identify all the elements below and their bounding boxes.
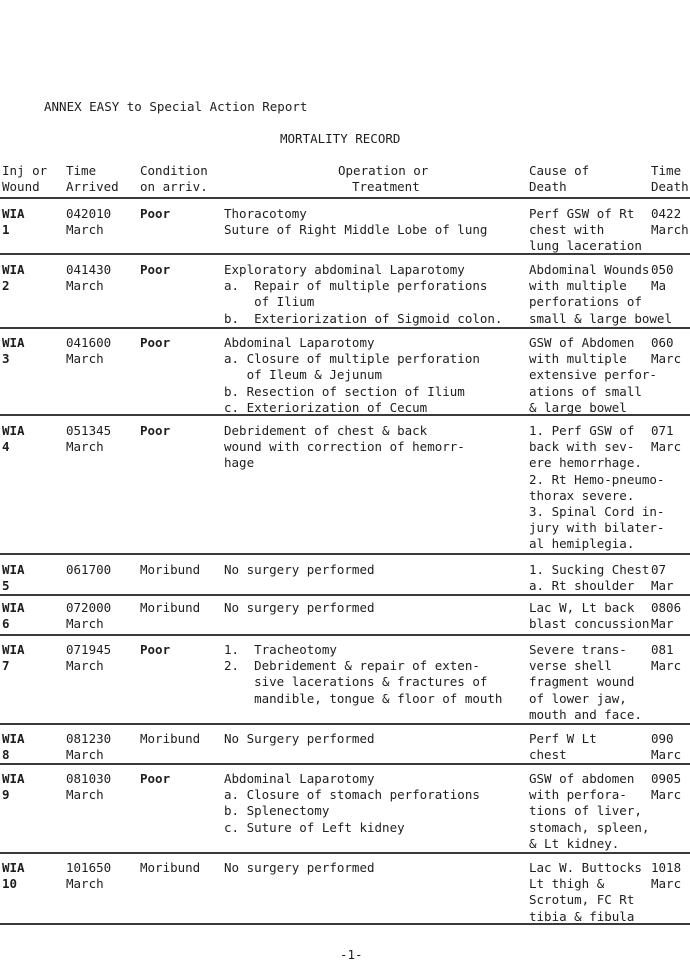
row-inj-wound: WIA xyxy=(2,771,25,786)
header-inj-wound: Inj or xyxy=(2,163,48,178)
row-cause-of-death: lung laceration xyxy=(529,238,642,254)
row-operation: b. Exteriorization of Sigmoid colon. xyxy=(224,310,503,326)
row-operation: a. Closure of stomach perforations xyxy=(224,787,480,803)
row-cause-of-death: 3. Spinal Cord in- xyxy=(529,504,665,519)
row-cause-of-death: of lower jaw, xyxy=(529,690,627,706)
row-operation: Suture of Right Middle Lobe of lung xyxy=(224,222,488,238)
row-condition: Moribund xyxy=(140,860,201,875)
document-title: ANNEX EASY to Special Action Report xyxy=(44,99,308,114)
row-inj-wound: WIA xyxy=(2,562,25,577)
row-time-death: Marc xyxy=(651,439,682,455)
row-operation: Thoracotomy xyxy=(224,206,307,221)
row-divider xyxy=(0,197,690,199)
row-cause-of-death: GSW of abdomen xyxy=(529,771,635,786)
row-divider xyxy=(0,923,690,925)
row-time-death: 07 xyxy=(651,562,667,577)
row-cause-of-death: chest xyxy=(529,747,567,763)
row-inj-wound: WIA xyxy=(2,423,25,438)
row-inj-wound: 7 xyxy=(2,658,10,674)
row-inj-wound: 2 xyxy=(2,278,10,294)
header-cause-of-death: Cause of xyxy=(529,163,590,178)
row-operation: of Ileum & Jejunum xyxy=(224,367,383,383)
row-time-death: 0905 xyxy=(651,771,682,786)
header-time-arrived: Time xyxy=(66,163,97,178)
row-operation: hage xyxy=(224,455,255,471)
row-inj-wound: 4 xyxy=(2,439,10,455)
header-time-death: Time xyxy=(651,163,682,178)
row-condition: Poor xyxy=(140,642,171,657)
row-inj-wound: 5 xyxy=(2,578,10,594)
row-cause-of-death: perforations of xyxy=(529,294,642,310)
row-operation: Abdominal Laparotomy xyxy=(224,335,375,350)
row-divider xyxy=(0,634,690,636)
row-operation: Abdominal Laparotomy xyxy=(224,771,375,786)
row-divider xyxy=(0,723,690,725)
row-time-death: March xyxy=(651,222,689,238)
row-time-arrived: 041600 xyxy=(66,335,112,350)
row-operation: b. Splenectomy xyxy=(224,803,330,819)
row-time-arrived: March xyxy=(66,351,104,367)
row-time-arrived: March xyxy=(66,278,104,294)
row-condition: Moribund xyxy=(140,562,201,577)
row-inj-wound: 9 xyxy=(2,787,10,803)
row-time-death: Marc xyxy=(651,787,682,803)
row-operation: c. Suture of Left kidney xyxy=(224,819,405,835)
row-cause-of-death: back with sev- xyxy=(529,439,635,455)
row-cause-of-death: GSW of Abdomen xyxy=(529,335,635,350)
row-operation: 2. Debridement & repair of exten- xyxy=(224,658,480,674)
row-cause-of-death: with multiple xyxy=(529,278,627,294)
row-time-death: Marc xyxy=(651,351,682,367)
row-time-death: Marc xyxy=(651,876,682,892)
row-cause-of-death: al hemiplegia. xyxy=(529,536,635,552)
row-time-arrived: 061700 xyxy=(66,562,112,577)
row-divider xyxy=(0,852,690,854)
row-time-death: 071 xyxy=(651,423,674,438)
row-condition: Moribund xyxy=(140,600,201,615)
row-time-arrived: 101650 xyxy=(66,860,112,875)
row-time-arrived: 081030 xyxy=(66,771,112,786)
row-operation: No surgery performed xyxy=(224,600,375,615)
header-time-arrived: Arrived xyxy=(66,179,119,195)
row-inj-wound: WIA xyxy=(2,600,25,615)
row-condition: Moribund xyxy=(140,731,201,746)
row-divider xyxy=(0,594,690,596)
row-cause-of-death: 2. Rt Hemo-pneumo- xyxy=(529,471,665,487)
row-divider xyxy=(0,253,690,255)
row-cause-of-death: & Lt kidney. xyxy=(529,835,620,851)
row-time-arrived: 051345 xyxy=(66,423,112,438)
row-operation: Exploratory abdominal Laparotomy xyxy=(224,262,465,277)
header-inj-wound: Wound xyxy=(2,179,40,195)
row-cause-of-death: fragment wound xyxy=(529,674,635,690)
row-time-death: Ma xyxy=(651,278,667,294)
row-time-death: Marc xyxy=(651,658,682,674)
row-cause-of-death: Lt thigh & xyxy=(529,876,605,892)
header-time-death: Death xyxy=(651,179,689,195)
row-time-arrived: 081230 xyxy=(66,731,112,746)
row-divider xyxy=(0,553,690,555)
row-operation: No Surgery performed xyxy=(224,731,375,746)
row-inj-wound: WIA xyxy=(2,731,25,746)
row-divider xyxy=(0,414,690,416)
row-time-arrived: March xyxy=(66,747,104,763)
row-operation: sive lacerations & fractures of xyxy=(224,674,488,690)
row-time-death: 050 xyxy=(651,262,674,277)
row-operation: 1. Tracheotomy xyxy=(224,642,337,657)
row-cause-of-death: small & large bowel xyxy=(529,310,672,326)
row-time-death: Marc xyxy=(651,747,682,763)
row-operation: b. Resection of section of Ilium xyxy=(224,383,465,399)
row-cause-of-death: Perf GSW of Rt xyxy=(529,206,635,221)
row-operation: a. Repair of multiple perforations xyxy=(224,278,488,294)
row-cause-of-death: tibia & fibula xyxy=(529,908,635,924)
row-cause-of-death: chest with xyxy=(529,222,605,238)
row-operation: No surgery performed xyxy=(224,562,375,577)
document-subtitle: MORTALITY RECORD xyxy=(280,131,401,146)
row-divider xyxy=(0,763,690,765)
row-inj-wound: WIA xyxy=(2,206,25,221)
header-condition: Condition xyxy=(140,163,208,178)
row-time-death: Mar xyxy=(651,616,674,632)
row-cause-of-death: Abdominal Wounds xyxy=(529,262,650,277)
row-condition: Poor xyxy=(140,423,171,438)
row-cause-of-death: stomach, spleen, xyxy=(529,819,650,835)
row-inj-wound: WIA xyxy=(2,335,25,350)
row-time-arrived: March xyxy=(66,658,104,674)
row-condition: Poor xyxy=(140,262,171,277)
row-inj-wound: WIA xyxy=(2,642,25,657)
row-inj-wound: WIA xyxy=(2,262,25,277)
row-operation: wound with correction of hemorr- xyxy=(224,439,465,455)
page-number: -1- xyxy=(340,947,363,962)
row-condition: Poor xyxy=(140,206,171,221)
row-operation: c. Exteriorization of Cecum xyxy=(224,399,428,415)
row-time-death: Mar xyxy=(651,578,674,594)
row-time-death: 0422 xyxy=(651,206,682,221)
row-time-death: 090 xyxy=(651,731,674,746)
row-time-death: 081 xyxy=(651,642,674,657)
row-cause-of-death: 1. Sucking Chest xyxy=(529,562,650,577)
header-treatment: Treatment xyxy=(352,179,420,195)
row-inj-wound: 10 xyxy=(2,876,18,892)
row-operation: Debridement of chest & back xyxy=(224,423,428,438)
row-time-arrived: March xyxy=(66,439,104,455)
row-operation: a. Closure of multiple perforation xyxy=(224,351,480,367)
row-cause-of-death: Scrotum, FC Rt xyxy=(529,892,635,908)
row-cause-of-death: jury with bilater- xyxy=(529,520,665,536)
row-operation: mandible, tongue & floor of mouth xyxy=(224,690,503,706)
header-operation: Operation or xyxy=(338,163,429,178)
row-inj-wound: 3 xyxy=(2,351,10,367)
row-time-arrived: March xyxy=(66,222,104,238)
row-time-arrived: 041430 xyxy=(66,262,112,277)
row-divider xyxy=(0,327,690,329)
row-inj-wound: 8 xyxy=(2,747,10,763)
row-condition: Poor xyxy=(140,771,171,786)
row-cause-of-death: Perf W Lt xyxy=(529,731,597,746)
row-time-arrived: March xyxy=(66,616,104,632)
row-cause-of-death: Severe trans- xyxy=(529,642,627,657)
header-cause-of-death: Death xyxy=(529,179,567,195)
row-time-arrived: 072000 xyxy=(66,600,112,615)
row-cause-of-death: tions of liver, xyxy=(529,803,642,819)
row-cause-of-death: verse shell xyxy=(529,658,612,674)
row-cause-of-death: mouth and face. xyxy=(529,706,642,722)
row-cause-of-death: 1. Perf GSW of xyxy=(529,423,635,438)
row-inj-wound: WIA xyxy=(2,860,25,875)
row-cause-of-death: & large bowel xyxy=(529,399,627,415)
row-inj-wound: 1 xyxy=(2,222,10,238)
row-time-arrived: 071945 xyxy=(66,642,112,657)
row-operation: No surgery performed xyxy=(224,860,375,875)
row-cause-of-death: a. Rt shoulder xyxy=(529,578,635,594)
row-time-arrived: March xyxy=(66,876,104,892)
row-condition: Poor xyxy=(140,335,171,350)
row-cause-of-death: Lac W. Buttocks xyxy=(529,860,642,875)
row-cause-of-death: blast concussion xyxy=(529,616,650,632)
row-operation: of Ilium xyxy=(224,294,315,310)
row-time-arrived: 042010 xyxy=(66,206,112,221)
row-time-death: 060 xyxy=(651,335,674,350)
row-inj-wound: 6 xyxy=(2,616,10,632)
row-cause-of-death: ere hemorrhage. xyxy=(529,455,642,471)
header-condition: on arriv. xyxy=(140,179,208,195)
row-time-death: 1018 xyxy=(651,860,682,875)
row-cause-of-death: ations of small xyxy=(529,383,642,399)
row-time-arrived: March xyxy=(66,787,104,803)
row-cause-of-death: extensive perfor- xyxy=(529,367,657,383)
row-cause-of-death: thorax severe. xyxy=(529,487,635,503)
row-cause-of-death: Lac W, Lt back xyxy=(529,600,635,615)
row-cause-of-death: with multiple xyxy=(529,351,627,367)
row-time-death: 0806 xyxy=(651,600,682,615)
row-cause-of-death: with perfora- xyxy=(529,787,627,803)
